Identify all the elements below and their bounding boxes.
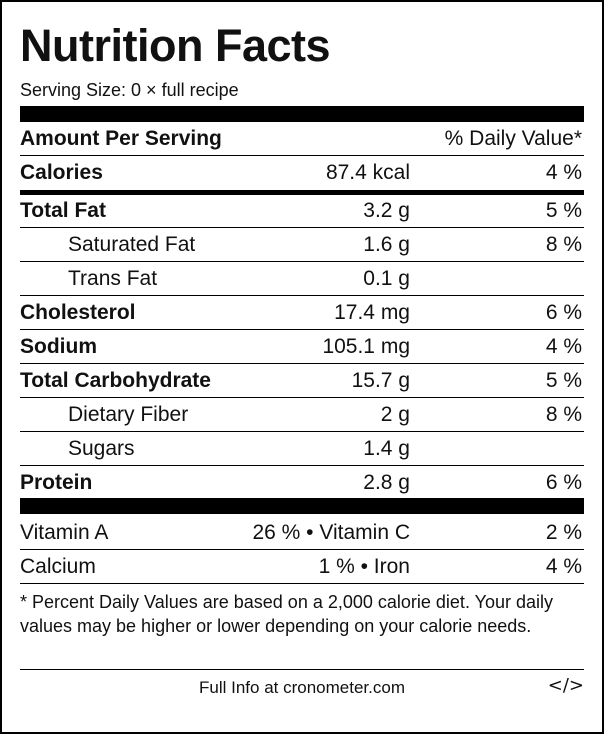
nutrient-daily-value: 8 % [545,233,582,256]
nutrient-amount: 1.6 g [363,233,410,256]
nutrient-amount: 15.7 g [351,369,410,392]
nutrient-row [20,466,584,500]
mineral-row [20,550,584,584]
serving-size: Serving Size: 0 × full recipe [20,80,239,100]
nutrient-row [20,432,584,466]
nutrient-daily-value: 6 % [545,301,582,324]
nutrient-name: Protein [20,471,93,494]
amount-per-serving-row [20,122,584,156]
nutrient-name: Dietary Fiber [68,403,189,426]
nutrient-row [20,364,584,398]
vitamin-row [20,516,584,550]
calories-label: Calories [20,161,103,184]
nutrient-daily-value: 5 % [545,369,582,392]
vitamin-left: Vitamin A [20,521,109,544]
amount-per-serving-label: Amount Per Serving [20,127,222,150]
nutrient-row [20,262,584,296]
label-content [20,2,584,732]
nutrient-name: Sodium [20,335,97,358]
nutrient-name: Total Carbohydrate [20,369,211,392]
nutrient-amount: 2.8 g [363,471,410,494]
nutrient-daily-value: 5 % [545,199,582,222]
calories-dv: 4 % [545,161,582,184]
nutrient-name: Total Fat [20,199,106,222]
nutrient-name: Saturated Fat [68,233,196,256]
calories-row [20,156,584,190]
footnote: * Percent Daily Values are based on a 2,000 calorie diet. Your daily values may be higher or lower depending on your calorie needs. [20,592,554,636]
divider [20,583,584,584]
calories-amount: 87.4 kcal [325,161,410,184]
nutrient-amount: 0.1 g [363,267,410,290]
nutrient-name: Sugars [68,437,135,460]
embed-code-icon[interactable]: </> [547,675,584,696]
nutrient-daily-value: 8 % [545,403,582,426]
nutrient-name: Cholesterol [20,301,136,324]
thick-divider-middle [20,498,584,514]
nutrient-amount: 3.2 g [363,199,410,222]
nutrient-row [20,228,584,262]
divider [20,669,584,670]
nutrient-daily-value: 4 % [545,335,582,358]
nutrient-name: Trans Fat [68,267,158,290]
nutrient-row [20,194,584,228]
daily-value-header: % Daily Value* [444,127,582,150]
vitamin-middle: 26 % • Vitamin C [252,521,410,544]
full-info-link[interactable]: Full Info at cronometer.com [199,678,405,697]
nutrient-amount: 17.4 mg [334,301,410,324]
vitamin-right: 2 % [545,521,582,544]
label-title: Nutrition Facts [20,20,331,71]
mineral-left: Calcium [20,555,96,578]
nutrient-row [20,330,584,364]
mineral-middle: 1 % • Iron [318,555,410,578]
nutrient-amount: 2 g [380,403,410,426]
nutrient-daily-value: 6 % [545,471,582,494]
nutrient-amount: 1.4 g [363,437,410,460]
mineral-right: 4 % [545,555,582,578]
thick-divider-top [20,106,584,122]
nutrient-row [20,296,584,330]
nutrient-amount: 105.1 mg [322,335,410,358]
nutrient-row [20,398,584,432]
